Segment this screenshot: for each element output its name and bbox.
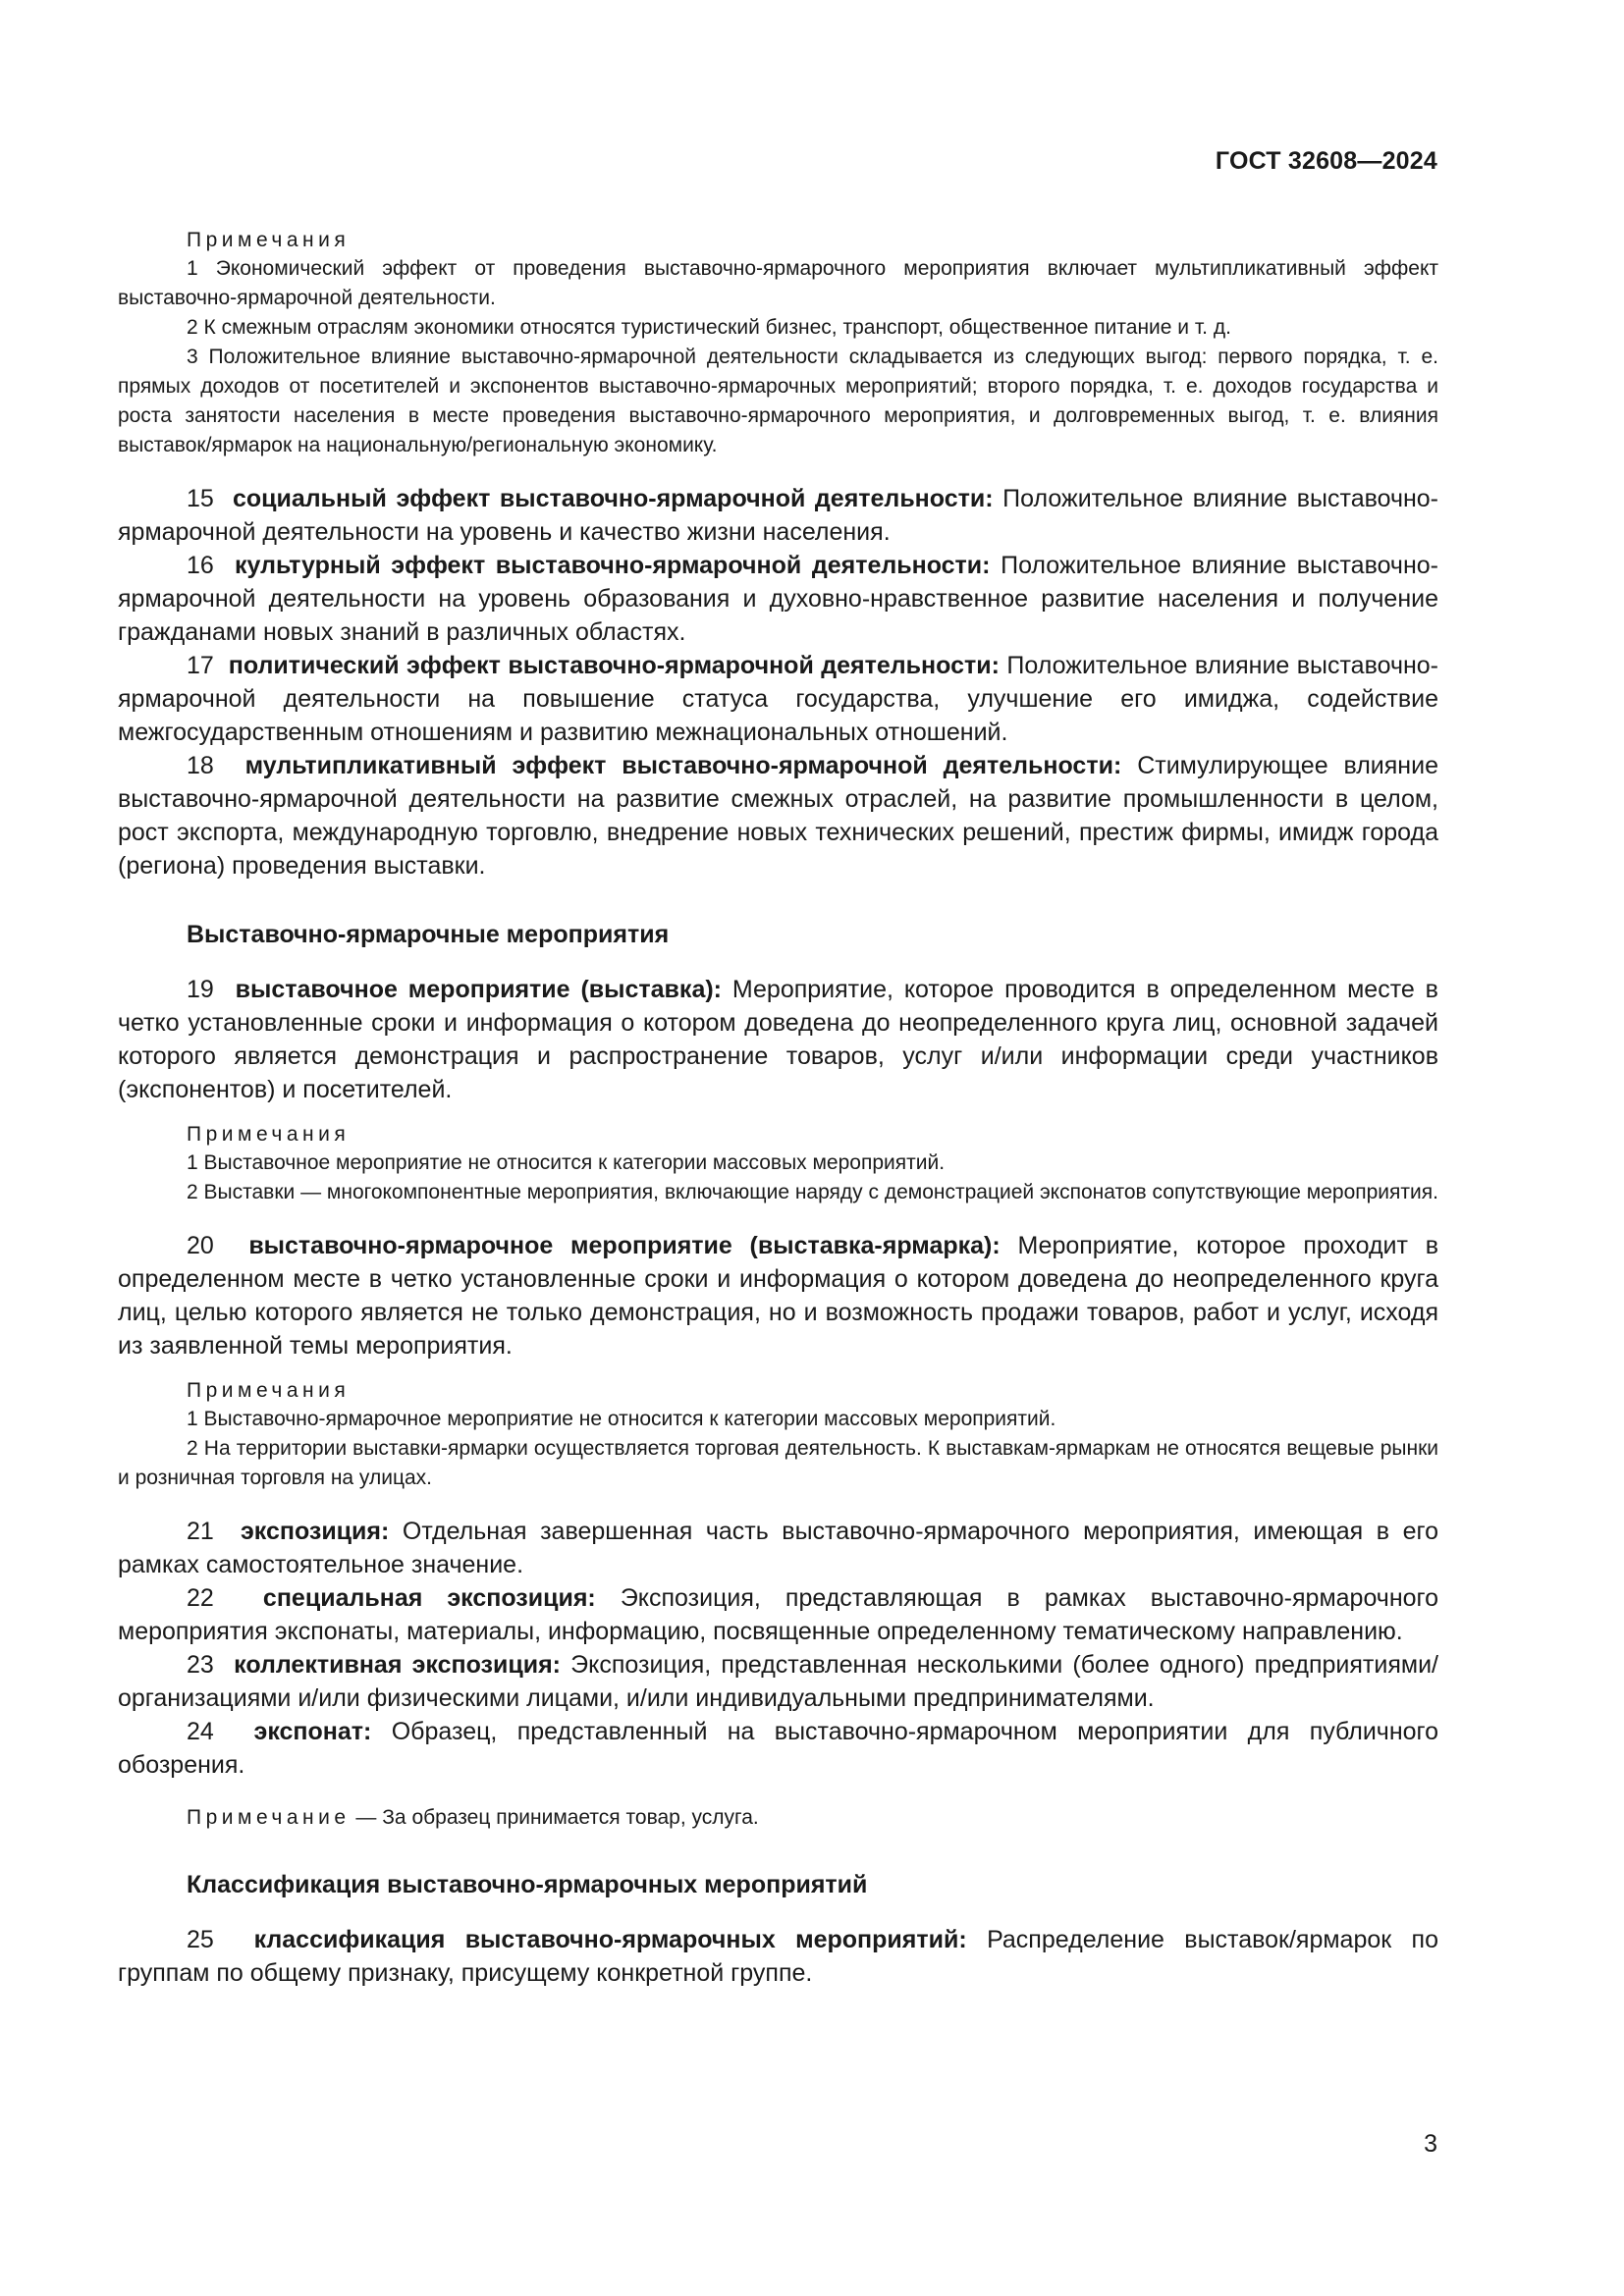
term-number: 22 (187, 1584, 214, 1612)
term-entry-21 (118, 1515, 1438, 1581)
term-entry-16 (118, 549, 1438, 649)
term-entry-18 (118, 749, 1438, 882)
term-definition: Экспозиция, представленная несколькими (более одного) предприятиями/организациями и/или физическими лицами, и/или индивидуальными предпринимателями. (118, 1651, 1438, 1712)
term-definition: Положительное влияние выставочно-ярмарочной деятельности на повышение статуса государства, улучшение его имиджа, содействие межгосударственным отношениям и развитию межнациональных отношений. (118, 652, 1439, 746)
term-definition: Отдельная завершенная часть выставочно-ярмарочного мероприятия, имеющая в его рамках самостоятельное значение. (118, 1518, 1438, 1578)
term-name: специальная экспозиция: (262, 1584, 596, 1612)
notes-label: Примечания (187, 1123, 351, 1146)
term-name: социальный эффект выставочно-ярмарочной деятельности: (232, 485, 994, 512)
term-entry-20 (118, 1229, 1438, 1362)
single-note (118, 1803, 1438, 1833)
term-definition: Положительное влияние выставочно-ярмарочной деятельности на уровень и качество жизни населения. (118, 485, 1439, 546)
notes-label: Примечания (187, 1379, 351, 1402)
document-code: ГОСТ 32608—2024 (1215, 147, 1437, 175)
section-title: Выставочно-ярмарочные мероприятия (187, 921, 670, 948)
term-entry-25 (118, 1923, 1438, 1990)
note-item: 2 Выставки — многокомпонентные мероприятия, включающие наряду с демонстрацией экспонатов сопутствующие мероприятия. (187, 1181, 1438, 1203)
term-definition: Стимулирующее влияние выставочно-ярмарочной деятельности на развитие смежных отраслей, на развитие промышленности в целом, рост экспорта, международную торговлю, внедрение новых технических решений, престиж фирмы, имидж города (региона) проведения выставки. (118, 752, 1438, 880)
term-entry-17 (118, 649, 1438, 749)
term-number: 18 (187, 752, 214, 779)
term-name: мультипликативный эффект выставочно-ярмарочной деятельности: (244, 752, 1122, 779)
document-body (118, 226, 1438, 1990)
term-name: классификация выставочно-ярмарочных мероприятий: (253, 1926, 967, 1953)
term-definition: Экспозиция, представляющая в рамках выставочно-ярмарочного мероприятия экспонаты, материалы, информацию, посвященные определенному тематическому направлению. (118, 1584, 1439, 1645)
note-item: 3 Положительное влияние выставочно-ярмарочной деятельности складывается из следующих выгод: первого порядка, т. е. прямых доходов от посетителей и экспонентов выставочно-ярмарочных мероприятий; второго порядка, т. е. доходов государства и роста занятости населения в месте проведения выставочно-ярмарочного мероприятия, и долговременных выгод, т. е. влияния выставок/ярмарок на национальную/региональную экономику. (118, 346, 1438, 456)
term-definition: Мероприятие, которое проходит в определенном месте в четко установленные сроки и информация о котором доведена до неопределенного круга лиц, целью которого является не только демонстрация, но и возможность продажи товаров, работ и услуг, исходя из заявленной темы мероприятия. (118, 1232, 1438, 1360)
term-definition: Распределение выставок/ярмарок по группам по общему признаку, присущему конкретной группе. (118, 1926, 1438, 1987)
term-entry-19 (118, 973, 1438, 1106)
note-dash: — (355, 1806, 377, 1829)
term-number: 15 (187, 485, 214, 512)
term-number: 21 (187, 1518, 214, 1545)
section-title: Классификация выставочно-ярмарочных мероприятий (187, 1871, 868, 1898)
term-number: 25 (187, 1926, 214, 1953)
term-name: культурный эффект выставочно-ярмарочной деятельности: (235, 552, 991, 579)
note-item: 2 На территории выставки-ярмарки осуществляется торговая деятельность. К выставкам-ярмаркам не относятся вещевые рынки и розничная торговля на улицах. (118, 1437, 1438, 1489)
term-entry-15 (118, 482, 1438, 549)
note-item: 1 Выставочно-ярмарочное мероприятие не относится к категории массовых мероприятий. (187, 1408, 1056, 1430)
term-number: 17 (187, 652, 214, 679)
note-item: 2 К смежным отраслям экономики относятся туристический бизнес, транспорт, общественное питание и т. д. (187, 316, 1231, 339)
term-entry-24 (118, 1715, 1438, 1782)
note-item: 1 Выставочное мероприятие не относится к категории массовых мероприятий. (187, 1151, 946, 1174)
term-name: экспонат: (253, 1718, 372, 1745)
term-number: 20 (187, 1232, 214, 1259)
note-item: 1 Экономический эффект от проведения выставочно-ярмарочного мероприятия включает мультипликативный эффект выставочно-ярмарочной деятельности. (118, 257, 1438, 309)
term-number: 19 (187, 976, 214, 1003)
note-text: За образец принимается товар, услуга. (382, 1806, 759, 1829)
term-entry-22 (118, 1581, 1438, 1648)
note-label: Примечание (187, 1806, 351, 1829)
term-name: политический эффект выставочно-ярмарочной деятельности: (228, 652, 1000, 679)
term-name: экспозиция: (240, 1518, 390, 1545)
term-name: выставочное мероприятие (выставка): (235, 976, 722, 1003)
page-number: 3 (1424, 2130, 1437, 2158)
term-number: 16 (187, 552, 214, 579)
notes-label: Примечания (187, 229, 351, 251)
term-name: коллективная экспозиция: (234, 1651, 561, 1679)
term-name: выставочно-ярмарочное мероприятие (выставка-ярмарка): (248, 1232, 1001, 1259)
term-number: 23 (187, 1651, 214, 1679)
term-number: 24 (187, 1718, 214, 1745)
term-definition: Положительное влияние выставочно-ярмарочной деятельности на уровень образования и духовно-нравственное развитие населения и получение гражданами новых знаний в различных областях. (118, 552, 1438, 646)
term-definition: Образец, представленный на выставочно-ярмарочном мероприятии для публичного обозрения. (118, 1718, 1439, 1779)
term-definition: Мероприятие, которое проводится в определенном месте в четко установленные сроки и информация о котором доведена до неопределенного круга лиц, основной задачей которого является демонстрация и распространение товаров, услуг и/или информации среди участников (экспонентов) и посетителей. (118, 976, 1438, 1103)
term-entry-23 (118, 1648, 1438, 1715)
